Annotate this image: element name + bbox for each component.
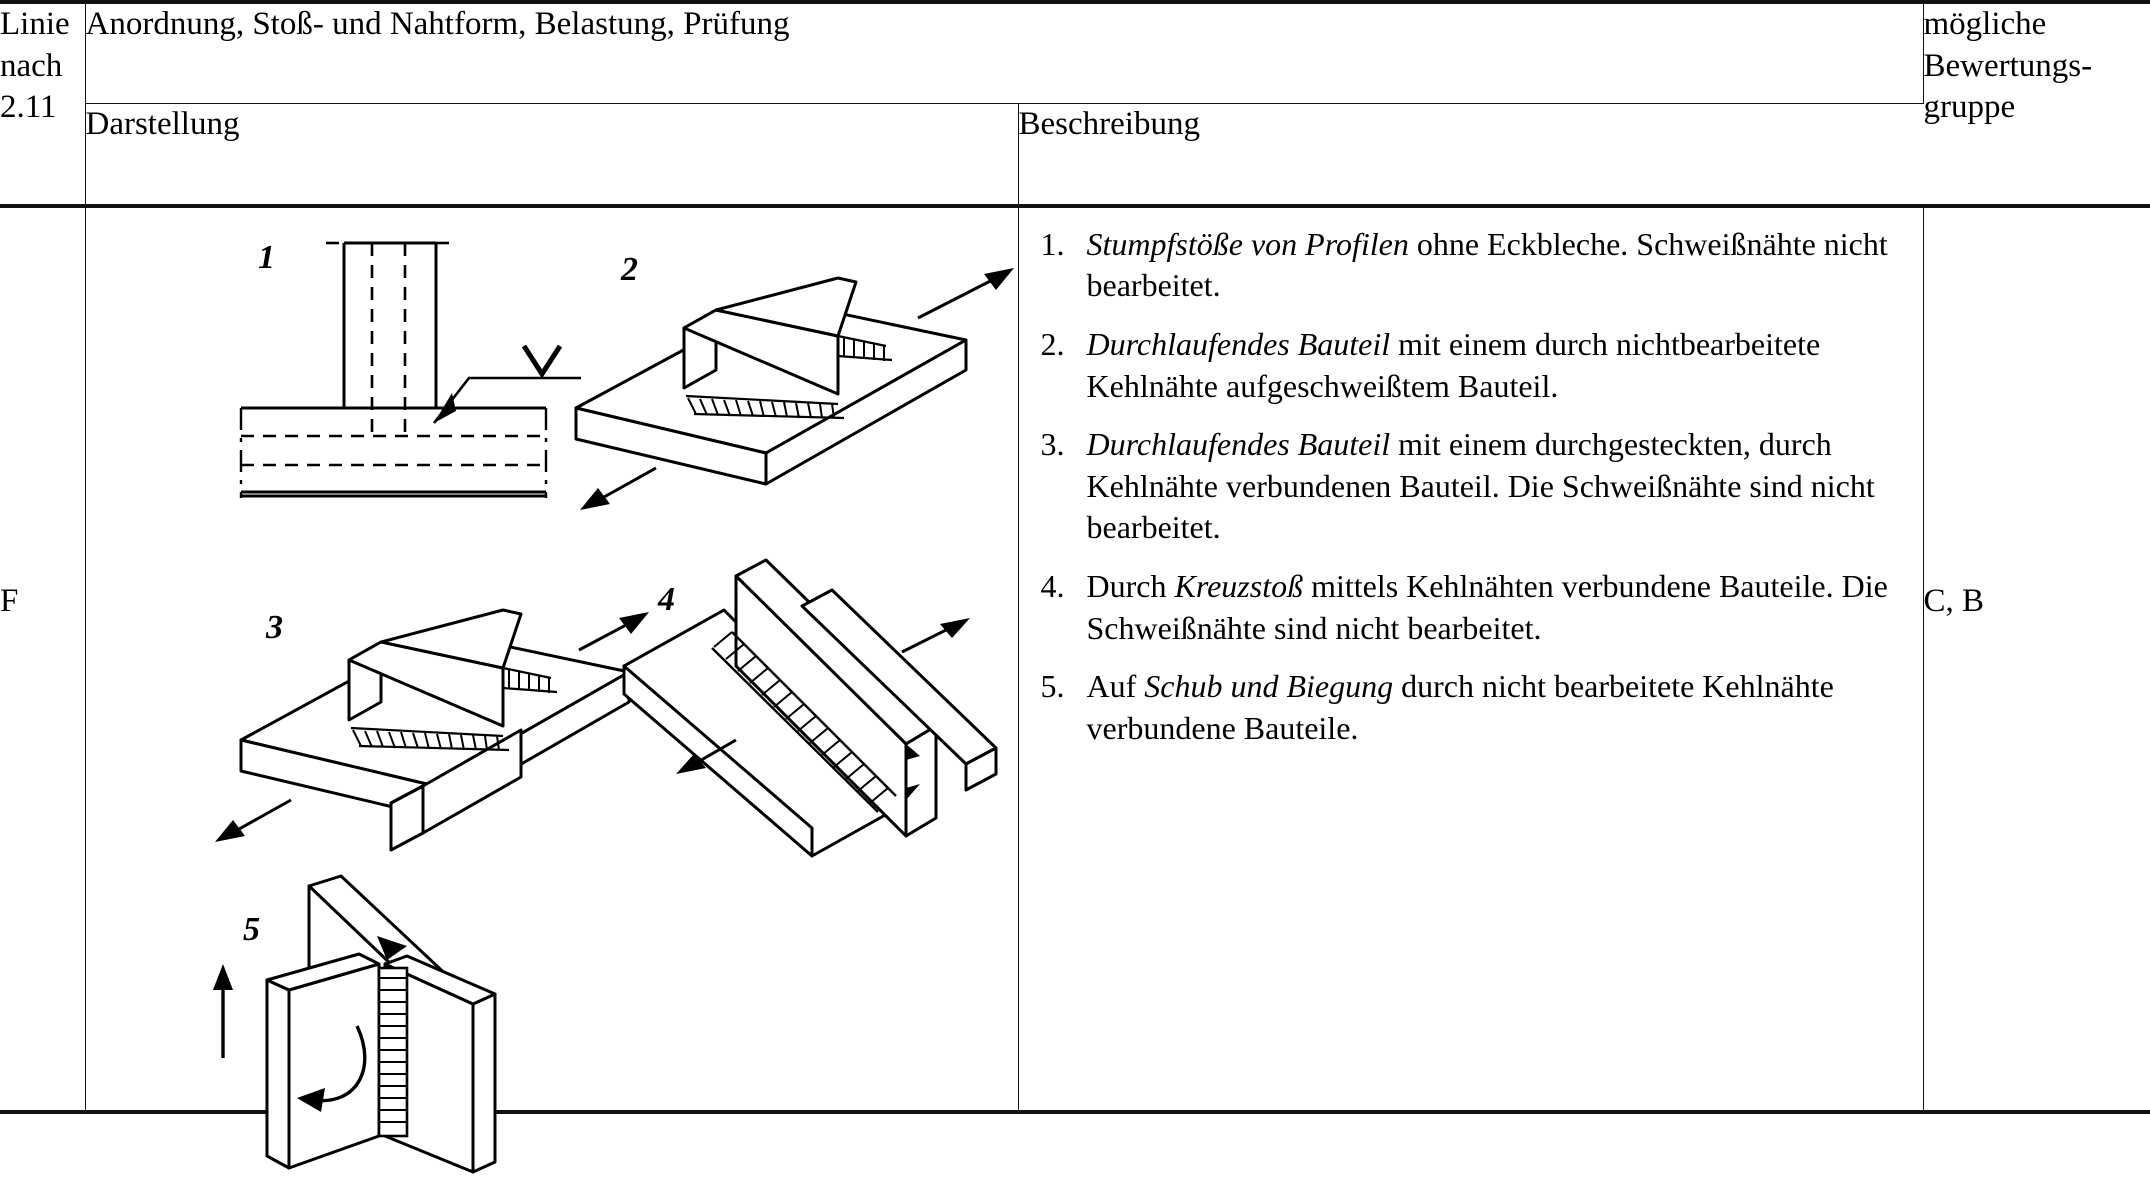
- header-row-subtitles: [0, 104, 2150, 206]
- description-item-prefix: Auf: [1086, 668, 1145, 705]
- description-item-rest: mit einem durchgesteckten, durch Kehlnähte verbundenen Bauteil. Die Schweißnähte sind nicht bearbeitet.: [1086, 426, 1875, 546]
- description-cell: [1018, 206, 1923, 1112]
- description-item-emphasis: Durchlaufendes Bauteil: [1086, 325, 1391, 362]
- figure-group: [86, 208, 1018, 1110]
- description-item-prefix: Durch: [1086, 567, 1175, 604]
- description-item-number: 2.: [1040, 325, 1065, 362]
- description-item: [1041, 324, 1893, 407]
- description-item-emphasis: Stumpfstöße von Profilen: [1086, 225, 1409, 262]
- figure-1-label: 1: [257, 238, 275, 276]
- group-line-2: Bewertungs-: [1923, 47, 2093, 84]
- description-list-wrap: [1019, 208, 1923, 777]
- description-item-text: [1087, 566, 1893, 649]
- description-item-number: 1.: [1040, 225, 1065, 262]
- description-item: [1041, 666, 1893, 749]
- description-list: [1041, 224, 1893, 750]
- main-title-cell: Anordnung, Stoß- und Nahtform, Belastung, Prüfung: [85, 2, 1923, 104]
- figure-2-plate-with-rib: [566, 218, 1036, 518]
- figure-5-corner-joint-shear-bending: [201, 868, 601, 1198]
- linie-line-1: Linie: [0, 6, 70, 42]
- description-item-rest: mit einem durch nichtbearbeitete Kehlnähte aufgeschweißtem Bauteil.: [1086, 325, 1821, 404]
- description-item-text: [1087, 424, 1893, 549]
- figure-3-plate-with-through-member: [181, 528, 651, 858]
- figure-4-label: 4: [657, 580, 675, 618]
- group-line-3: gruppe: [1923, 89, 2016, 126]
- description-item-text: [1087, 324, 1893, 407]
- figure-3-label: 3: [265, 608, 283, 646]
- description-item-rest: ohne Eckbleche. Schweißnähte nicht bearbeitet.: [1086, 225, 1888, 304]
- group-header-cell: [1923, 2, 2150, 206]
- evaluation-group-cell: [1923, 206, 2150, 1112]
- description-item-emphasis: Kreuzstoß: [1174, 567, 1304, 604]
- beschreibung-header-cell: Beschreibung: [1018, 106, 1200, 143]
- header-row-title: [0, 2, 2150, 104]
- description-item-text: [1087, 666, 1893, 749]
- description-item: [1041, 566, 1893, 649]
- group-line-1: mögliche: [1923, 6, 2047, 42]
- figure-5-label: 5: [242, 910, 260, 948]
- description-item-emphasis: Durchlaufendes Bauteil: [1086, 426, 1391, 463]
- description-item-number: 3.: [1040, 426, 1065, 463]
- description-item: [1041, 224, 1893, 307]
- description-item-rest: durch nicht bearbeitete Kehlnähte verbundene Bauteile.: [1086, 668, 1834, 746]
- description-item-rest: mittels Kehlnähten verbundene Bauteile. Die Schweißnähte sind nicht bearbeitet.: [1086, 567, 1888, 646]
- darstellung-header-cell: Darstellung: [85, 104, 1018, 206]
- description-item-emphasis: Schub und Biegung: [1144, 668, 1394, 705]
- evaluation-group-value: C, B: [1923, 582, 1985, 619]
- figure-1-t-joint-section: [186, 218, 606, 498]
- linie-header-cell: [0, 2, 85, 206]
- linie-line-2: nach: [0, 47, 63, 84]
- description-item: [1041, 424, 1893, 549]
- figures-cell: [85, 206, 1018, 1112]
- description-item-number: 5.: [1040, 668, 1065, 705]
- description-item-number: 4.: [1040, 567, 1065, 604]
- figure-2-label: 2: [620, 250, 638, 288]
- v-weld-symbol-icon: [524, 346, 560, 374]
- description-item-text: [1087, 224, 1893, 307]
- line-code-cell: [0, 206, 85, 1112]
- figure-4-cruciform-joint: [606, 548, 1036, 858]
- linie-line-3: 2.11: [0, 89, 57, 126]
- line-code-value: F: [0, 582, 19, 619]
- table-row: [0, 206, 2150, 1112]
